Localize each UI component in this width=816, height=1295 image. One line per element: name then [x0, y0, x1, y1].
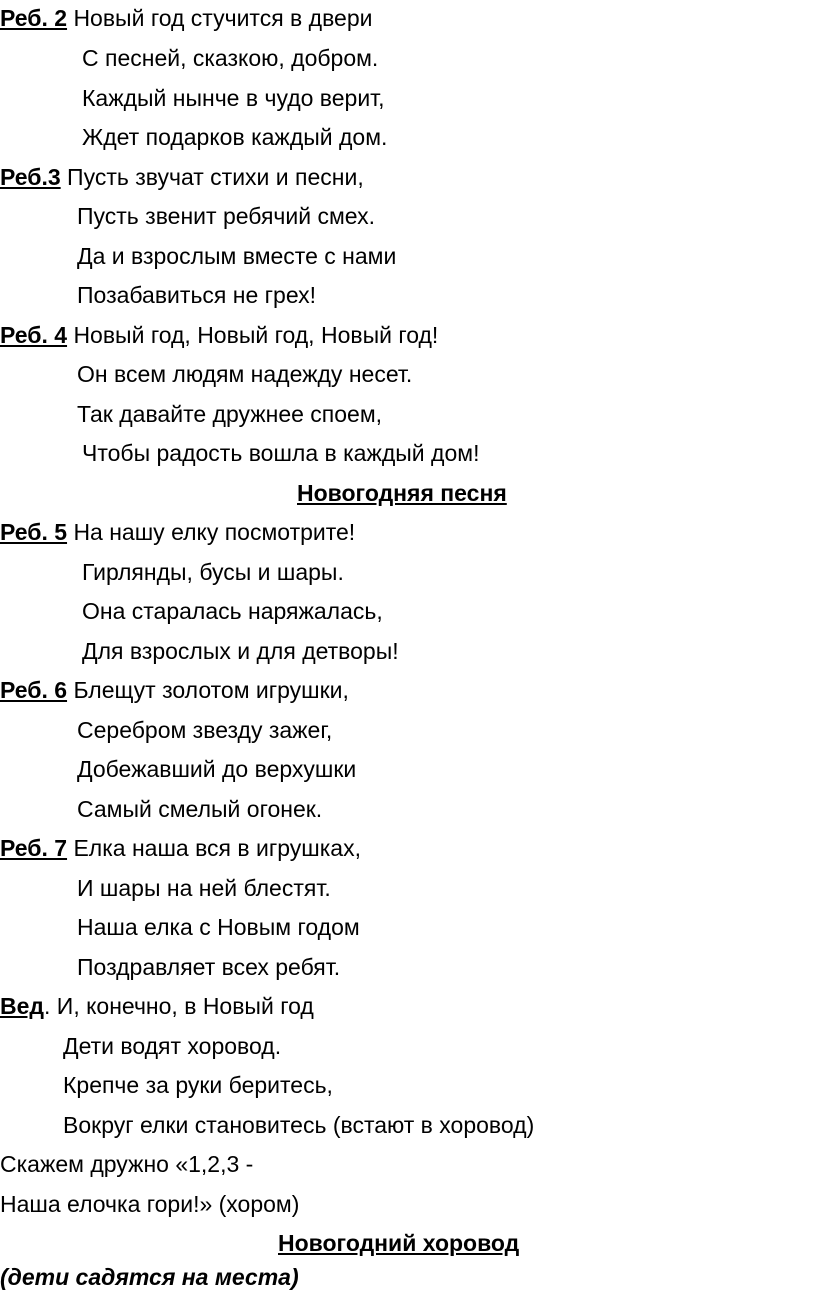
verse-line: Елка наша вся в игрушках,: [73, 835, 361, 861]
verse-line: С песней, сказкою, добром.: [82, 45, 379, 71]
verse-line: Поздравляет всех ребят.: [77, 954, 341, 980]
verse-line: Да и взрослым вместе с нами: [77, 243, 397, 269]
stanza-7-line-1: [0, 991, 314, 1021]
speaker-label: Реб. 6: [0, 677, 68, 703]
stanza-6-line-1: [0, 833, 361, 863]
verse-line: Для взрослых и для детворы!: [82, 638, 399, 664]
verse-line: Она старалась наряжалась,: [82, 598, 383, 624]
verse-line: Самый смелый огонек.: [77, 796, 323, 822]
stanza-5-line-1: [0, 675, 349, 705]
verse-line: Позабавиться не грех!: [77, 282, 317, 308]
verse-line: Новый год, Новый год, Новый год!: [73, 322, 439, 348]
verse-line: Наша елка с Новым годом: [77, 914, 360, 940]
verse-line: . И, конечно, в Новый год: [44, 993, 314, 1019]
verse-line: Серебром звезду зажег,: [77, 717, 333, 743]
song-heading: Новогодняя песня: [297, 480, 507, 506]
stanza-4-line-1: [0, 517, 355, 547]
verse-line: Блещут золотом игрушки,: [73, 677, 349, 703]
verse-line: Ждет подарков каждый дом.: [82, 124, 388, 150]
verse-line: Пусть звенит ребячий смех.: [77, 203, 375, 229]
stanza-1-line-1: [0, 3, 372, 33]
speaker-label: Реб. 7: [0, 835, 68, 861]
verse-line: Дети водят хоровод.: [63, 1033, 282, 1059]
speaker-label: Реб. 5: [0, 519, 68, 545]
verse-line: Каждый нынче в чудо верит,: [82, 85, 385, 111]
verse-line: Он всем людям надежду несет.: [77, 361, 413, 387]
verse-line: Так давайте дружнее споем,: [77, 401, 383, 427]
plain-line: Скажем дружно «1,2,3 -: [0, 1151, 254, 1177]
verse-line: Чтобы радость вошла в каждый дом!: [82, 440, 480, 466]
speaker-label: Реб. 4: [0, 322, 68, 348]
speaker-label: Вед: [0, 993, 45, 1019]
speaker-label: Реб.3: [0, 164, 61, 190]
verse-line: Пусть звучат стихи и песни,: [67, 164, 364, 190]
verse-line: Гирлянды, бусы и шары.: [82, 559, 344, 585]
speaker-label: Реб. 2: [0, 5, 68, 31]
verse-line: Добежавший до верхушки: [77, 756, 357, 782]
stanza-2-line-1: [0, 162, 364, 192]
verse-line: Вокруг елки становитесь (встают в хоровод): [63, 1112, 535, 1138]
dance-heading: Новогодний хоровод: [278, 1230, 520, 1256]
verse-line: На нашу елку посмотрите!: [73, 519, 356, 545]
verse-line: Новый год стучится в двери: [73, 5, 373, 31]
plain-line: Наша елочка гори!» (хором): [0, 1191, 300, 1217]
verse-line: Крепче за руки беритесь,: [63, 1072, 333, 1098]
stage-direction: (дети садятся на места): [0, 1264, 299, 1290]
stanza-3-line-1: [0, 320, 438, 350]
verse-line: И шары на ней блестят.: [77, 875, 331, 901]
